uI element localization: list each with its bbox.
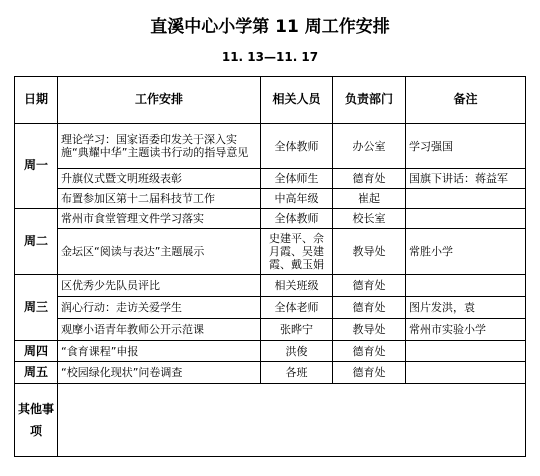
dept-cell: 校长室: [333, 208, 406, 228]
table-row: [15, 189, 526, 209]
header-row: [15, 77, 526, 124]
task-cell: 常州市食堂管理文件学习落实: [58, 208, 261, 228]
people-cell: 洪俊: [261, 340, 333, 362]
note-cell: [406, 362, 526, 384]
dept-cell: 教导处: [333, 228, 406, 275]
table-row: [15, 318, 526, 340]
people-cell: 各班: [261, 362, 333, 384]
task-cell: 布置参加区第十二届科技节工作: [58, 189, 261, 209]
table-row: [15, 362, 526, 384]
header-note: 备注: [406, 77, 526, 124]
table-row: [15, 208, 526, 228]
note-cell: [406, 208, 526, 228]
note-cell: [406, 189, 526, 209]
day-friday: 周五: [15, 362, 58, 384]
dept-cell: 德育处: [333, 169, 406, 189]
table-row: [15, 275, 526, 297]
table-row: [15, 384, 526, 457]
people-cell: 中高年级: [261, 189, 333, 209]
note-cell: 国旗下讲话：蒋益军: [406, 169, 526, 189]
day-tuesday: 周二: [15, 208, 58, 274]
day-monday: 周一: [15, 123, 58, 208]
dept-cell: 德育处: [333, 275, 406, 297]
people-cell: 全体教师: [261, 208, 333, 228]
people-cell: 全体师生: [261, 169, 333, 189]
dept-cell: 德育处: [333, 340, 406, 362]
table-row: [15, 228, 526, 275]
dept-cell: 教导处: [333, 318, 406, 340]
task-cell: “食育课程”申报: [58, 340, 261, 362]
other-content-cell: [58, 384, 526, 457]
people-cell: 史建平、佘月霞、吴建霞、戴玉娟: [261, 228, 333, 275]
day-thursday: 周四: [15, 340, 58, 362]
dept-cell: 崔起: [333, 189, 406, 209]
dept-cell: 德育处: [333, 362, 406, 384]
people-cell: 相关班级: [261, 275, 333, 297]
day-other: 其他事项: [15, 384, 58, 457]
task-cell: 金坛区“阅读与表达”主题展示: [58, 228, 261, 275]
dept-cell: 办公室: [333, 123, 406, 169]
table-row: [15, 123, 526, 169]
note-cell: [406, 340, 526, 362]
table-row: [15, 340, 526, 362]
page-title: 直溪中心小学第 11 周工作安排: [150, 17, 390, 37]
note-cell: [406, 275, 526, 297]
header-date: 日期: [15, 77, 58, 124]
header-dept: 负责部门: [333, 77, 406, 124]
date-range: 11. 13—11. 17: [221, 50, 319, 64]
task-cell: 观摩小语青年教师公开示范课: [58, 318, 261, 340]
note-cell: 学习强国: [406, 123, 526, 169]
note-cell: 图片发洪，袁: [406, 297, 526, 319]
note-cell: 常州市实验小学: [406, 318, 526, 340]
table-row: [15, 297, 526, 319]
task-cell: 理论学习：国家语委印发关于深入实施“典耀中华”主题读书行动的指导意见: [58, 123, 261, 169]
task-cell: 区优秀少先队员评比: [58, 275, 261, 297]
people-cell: 张晔宁: [261, 318, 333, 340]
note-cell: 常胜小学: [406, 228, 526, 275]
day-wednesday: 周三: [15, 275, 58, 340]
task-cell: 升旗仪式暨文明班级表彰: [58, 169, 261, 189]
header-task: 工作安排: [58, 77, 261, 124]
people-cell: 全体教师: [261, 123, 333, 169]
table-row: [15, 169, 526, 189]
task-cell: “校园绿化现状”问卷调查: [58, 362, 261, 384]
task-cell: 润心行动：走访关爱学生: [58, 297, 261, 319]
header-people: 相关人员: [261, 77, 333, 124]
people-cell: 全体老师: [261, 297, 333, 319]
schedule-table: [14, 76, 526, 457]
dept-cell: 德育处: [333, 297, 406, 319]
